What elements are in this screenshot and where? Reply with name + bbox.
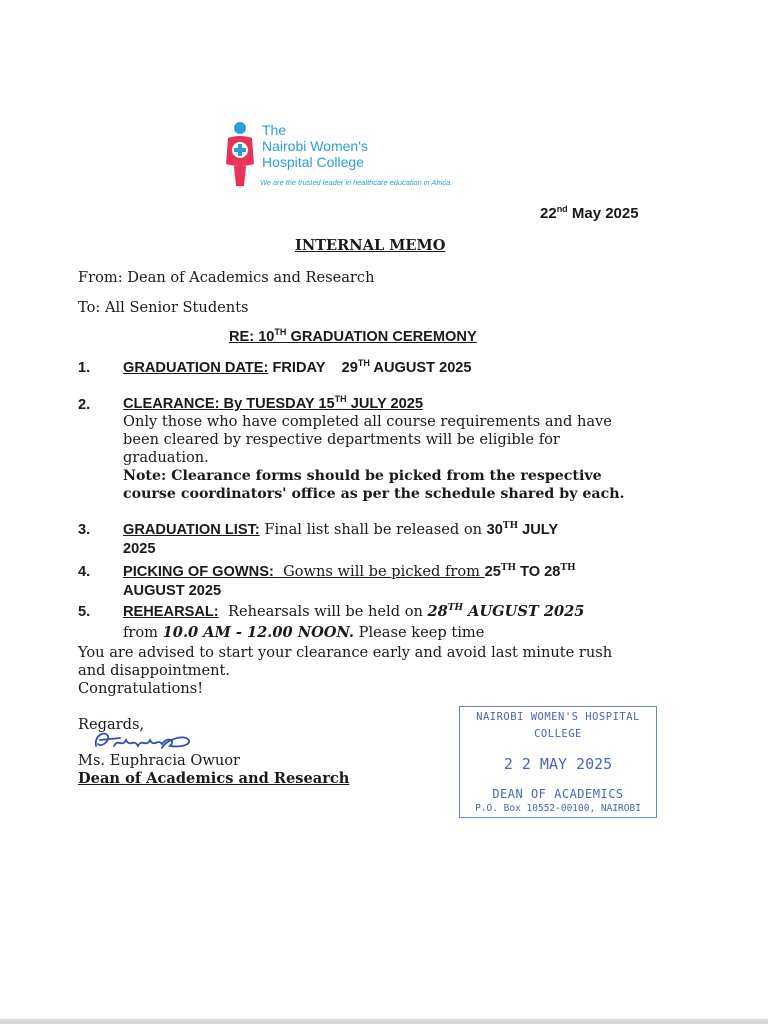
item-2-body-2: been cleared by respective departments will be eligible for (123, 431, 560, 448)
item-1-number: 1. (78, 360, 91, 376)
item-2-body-3: graduation. (123, 449, 209, 466)
stamp-line-5: P.O. Box 10552-00100, NAIROBI (475, 803, 641, 814)
item-3-graduation-list: GRADUATION LIST: Final list shall be released on 30TH JULY (123, 521, 559, 538)
logo-line-1: The (262, 122, 287, 138)
closing-line-3: Congratulations! (78, 680, 204, 697)
item-4-gowns: PICKING OF GOWNS: Gowns will be picked from 25TH TO 28TH (123, 563, 576, 580)
logo-line-3: Hospital College (262, 154, 364, 170)
memo-subject: RE: 10TH GRADUATION CEREMONY (229, 327, 477, 345)
nurse-logo-icon (222, 120, 258, 188)
official-stamp (459, 706, 657, 818)
item-1-graduation-date: GRADUATION DATE: FRIDAY 29TH AUGUST 2025 (123, 358, 472, 376)
stamp-line-2: COLLEGE (534, 728, 582, 740)
item-2-body-1: Only those who have completed all course requirements and have (123, 413, 612, 430)
item-5-number: 5. (78, 604, 91, 620)
logo-line-2: Nairobi Women's (262, 138, 368, 154)
signature-icon (90, 726, 202, 754)
item-5-line-2: from 10.0 AM - 12.00 NOON. Please keep time (123, 624, 485, 641)
stamp-line-4: DEAN OF ACADEMICS (492, 787, 624, 801)
item-4-line-2: AUGUST 2025 (123, 583, 222, 599)
regards-text: Regards, (78, 716, 145, 733)
item-2-clearance: CLEARANCE: By TUESDAY 15TH JULY 2025 (123, 394, 423, 412)
item-5-rehearsal: REHEARSAL: Rehearsals will be held on 28TH AUGUST 2025 (123, 603, 585, 620)
memo-to: To: All Senior Students (78, 299, 249, 316)
closing-line-2: and disappointment. (78, 662, 231, 679)
closing-line-1: You are advised to start your clearance early and avoid last minute rush (78, 644, 613, 661)
memo-title: INTERNAL MEMO (295, 237, 446, 254)
item-2-number: 2. (78, 397, 91, 413)
memo-date: 22nd May 2025 (540, 204, 639, 222)
item-3-line-2: 2025 (123, 541, 156, 557)
signatory-name: Ms. Euphracia Owuor (78, 752, 240, 769)
memo-from: From: Dean of Academics and Research (78, 269, 375, 286)
college-logo (222, 118, 522, 190)
item-2-note-2: course coordinators' office as per the schedule shared by each. (123, 486, 625, 502)
item-3-number: 3. (78, 522, 91, 538)
stamp-date: 2 2 MAY 2025 (503, 755, 613, 773)
stamp-line-1: NAIROBI WOMEN'S HOSPITAL (476, 711, 640, 723)
item-4-number: 4. (78, 564, 91, 580)
signatory-title: Dean of Academics and Research (78, 770, 350, 787)
scan-edge (0, 1019, 768, 1024)
item-2-note-1: Note: Clearance forms should be picked from the respective (123, 468, 602, 484)
logo-tagline: We are the trusted leader in healthcare education in Africa. (260, 178, 453, 187)
